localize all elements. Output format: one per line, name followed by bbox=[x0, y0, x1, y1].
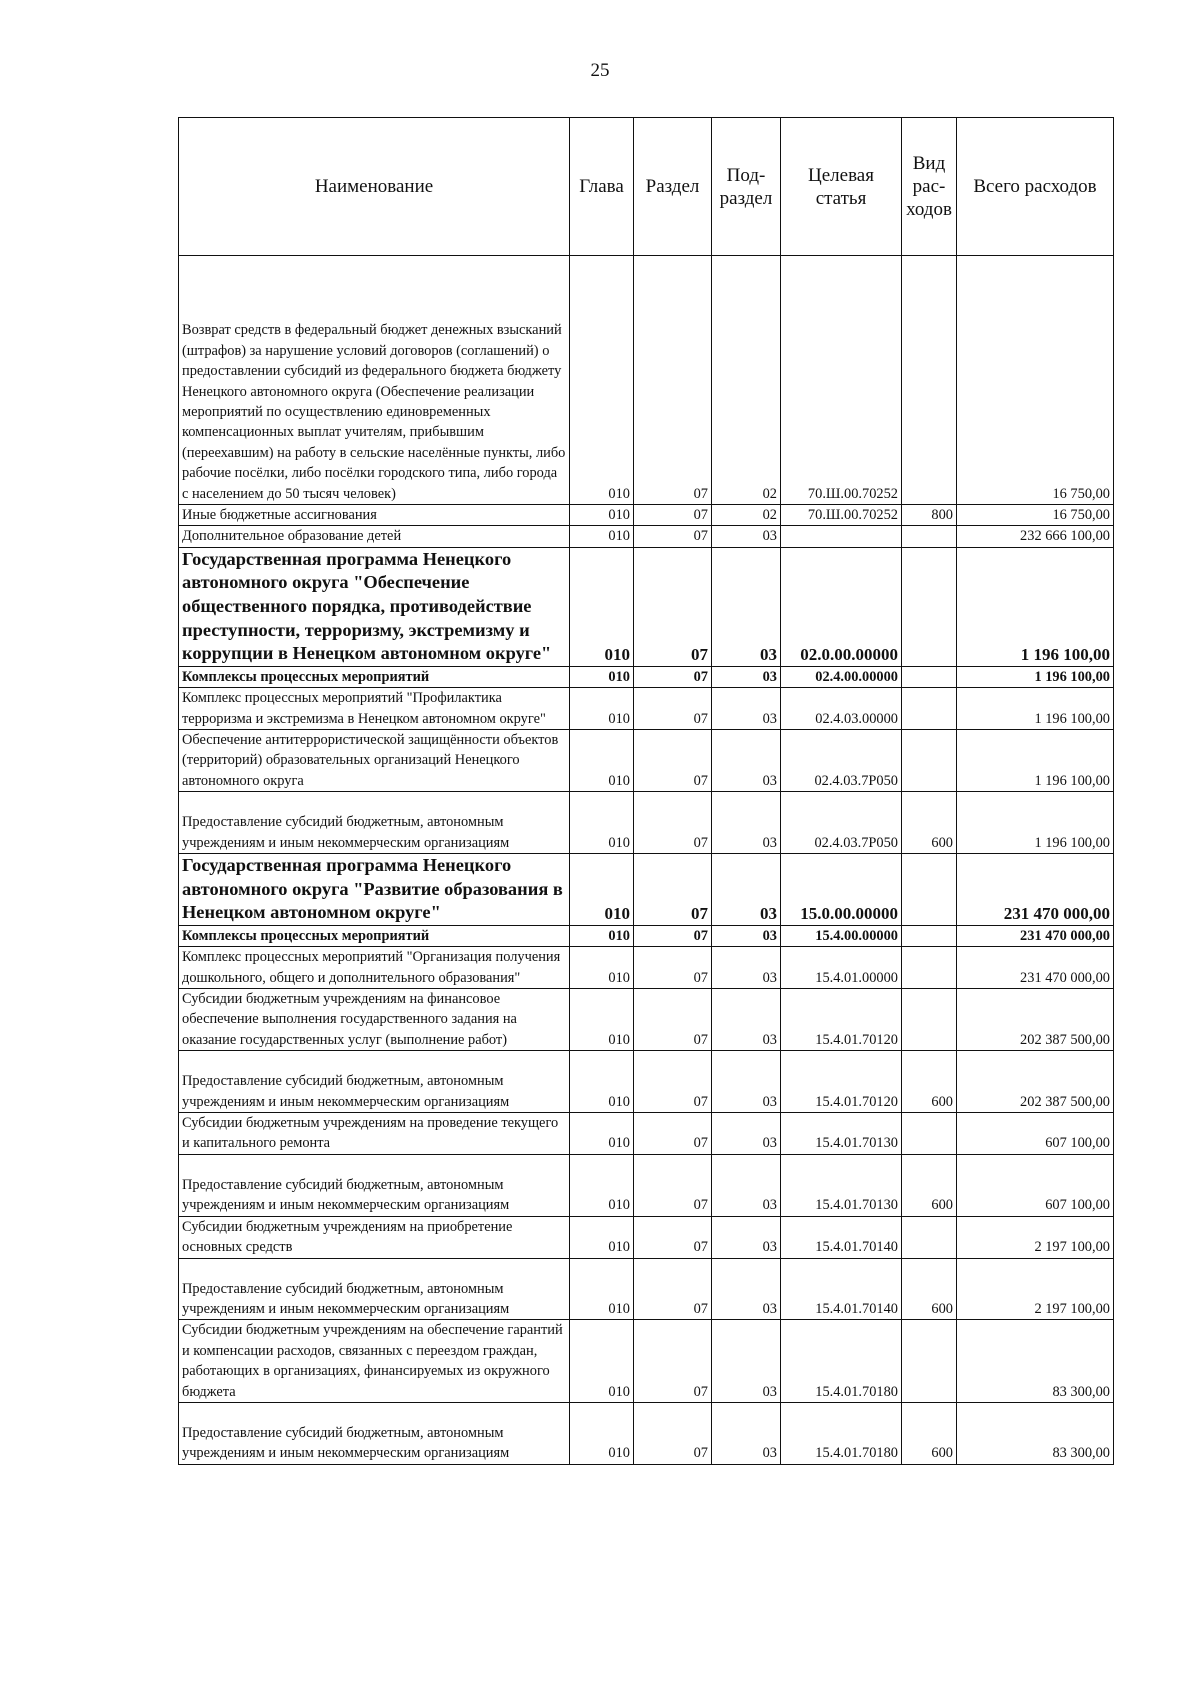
row-razdel: 07 bbox=[634, 1216, 712, 1258]
row-glava: 010 bbox=[570, 925, 634, 946]
table-row bbox=[179, 547, 1114, 666]
row-name: Предоставление субсидий бюджетным, автономным учреждениям и иным некоммерческим организациям bbox=[179, 1402, 570, 1464]
row-vid bbox=[902, 256, 957, 505]
row-razdel: 07 bbox=[634, 925, 712, 946]
table-header-row bbox=[179, 118, 1114, 256]
row-razdel: 07 bbox=[634, 947, 712, 989]
header-glava: Глава bbox=[570, 118, 634, 256]
row-total: 231 470 000,00 bbox=[957, 925, 1114, 946]
row-statya bbox=[781, 526, 902, 547]
row-total: 83 300,00 bbox=[957, 1320, 1114, 1403]
row-podrazdel: 03 bbox=[712, 1154, 781, 1216]
row-total: 232 666 100,00 bbox=[957, 526, 1114, 547]
row-glava: 010 bbox=[570, 1154, 634, 1216]
row-podrazdel: 03 bbox=[712, 1402, 781, 1464]
row-glava: 010 bbox=[570, 688, 634, 730]
header-podrazdel: Под-раздел bbox=[712, 118, 781, 256]
row-vid bbox=[902, 947, 957, 989]
row-podrazdel: 03 bbox=[712, 947, 781, 989]
row-razdel: 07 bbox=[634, 854, 712, 926]
row-name: Комплексы процессных мероприятий bbox=[179, 925, 570, 946]
row-podrazdel: 02 bbox=[712, 505, 781, 526]
row-statya: 15.4.01.70180 bbox=[781, 1402, 902, 1464]
row-statya: 15.4.01.70130 bbox=[781, 1154, 902, 1216]
row-razdel: 07 bbox=[634, 1113, 712, 1155]
row-podrazdel: 03 bbox=[712, 688, 781, 730]
table-row bbox=[179, 925, 1114, 946]
row-razdel: 07 bbox=[634, 1051, 712, 1113]
page-number: 25 bbox=[590, 60, 610, 81]
table-row bbox=[179, 256, 1114, 505]
row-podrazdel: 03 bbox=[712, 1216, 781, 1258]
header-name: Наименование bbox=[179, 118, 570, 256]
row-name: Субсидии бюджетным учреждениям на финансовое обеспечение выполнения государственного задания на оказание государственных услуг (выполнение работ) bbox=[179, 989, 570, 1051]
row-name: Комплекс процессных мероприятий "Профилактика терроризма и экстремизма в Ненецком автономном округе" bbox=[179, 688, 570, 730]
row-statya: 02.4.03.7Р050 bbox=[781, 792, 902, 854]
row-vid: 600 bbox=[902, 1051, 957, 1113]
row-total: 202 387 500,00 bbox=[957, 989, 1114, 1051]
row-name: Дополнительное образование детей bbox=[179, 526, 570, 547]
row-vid: 600 bbox=[902, 1258, 957, 1320]
row-statya: 02.4.03.00000 bbox=[781, 688, 902, 730]
row-glava: 010 bbox=[570, 1216, 634, 1258]
row-statya: 15.4.01.70120 bbox=[781, 1051, 902, 1113]
row-podrazdel: 03 bbox=[712, 1258, 781, 1320]
row-statya: 15.4.01.70130 bbox=[781, 1113, 902, 1155]
row-statya: 02.4.00.00000 bbox=[781, 666, 902, 687]
table-row bbox=[179, 989, 1114, 1051]
row-vid: 800 bbox=[902, 505, 957, 526]
row-podrazdel: 03 bbox=[712, 925, 781, 946]
row-name: Предоставление субсидий бюджетным, автономным учреждениям и иным некоммерческим организациям bbox=[179, 1051, 570, 1113]
table-row bbox=[179, 505, 1114, 526]
row-podrazdel: 03 bbox=[712, 854, 781, 926]
row-total: 2 197 100,00 bbox=[957, 1216, 1114, 1258]
row-total: 1 196 100,00 bbox=[957, 666, 1114, 687]
row-razdel: 07 bbox=[634, 792, 712, 854]
row-statya: 15.4.01.70140 bbox=[781, 1258, 902, 1320]
row-name: Предоставление субсидий бюджетным, автономным учреждениям и иным некоммерческим организациям bbox=[179, 1258, 570, 1320]
row-podrazdel: 03 bbox=[712, 1320, 781, 1403]
row-glava: 010 bbox=[570, 1051, 634, 1113]
row-razdel: 07 bbox=[634, 688, 712, 730]
row-glava: 010 bbox=[570, 547, 634, 666]
row-name: Государственная программа Ненецкого автономного округа "Развитие образования в Ненецком автономном округе" bbox=[179, 854, 570, 926]
row-glava: 010 bbox=[570, 947, 634, 989]
row-glava: 010 bbox=[570, 505, 634, 526]
row-glava: 010 bbox=[570, 989, 634, 1051]
row-podrazdel: 03 bbox=[712, 1113, 781, 1155]
row-total: 16 750,00 bbox=[957, 505, 1114, 526]
budget-table bbox=[178, 117, 1114, 1465]
row-vid bbox=[902, 1113, 957, 1155]
row-razdel: 07 bbox=[634, 256, 712, 505]
table-row bbox=[179, 1051, 1114, 1113]
header-total: Всего расходов bbox=[957, 118, 1114, 256]
table-row bbox=[179, 1402, 1114, 1464]
row-razdel: 07 bbox=[634, 989, 712, 1051]
row-statya: 15.0.00.00000 bbox=[781, 854, 902, 926]
row-statya: 02.0.00.00000 bbox=[781, 547, 902, 666]
table-row bbox=[179, 526, 1114, 547]
row-glava: 010 bbox=[570, 1113, 634, 1155]
row-podrazdel: 03 bbox=[712, 730, 781, 792]
row-glava: 010 bbox=[570, 1320, 634, 1403]
row-podrazdel: 03 bbox=[712, 1051, 781, 1113]
row-glava: 010 bbox=[570, 666, 634, 687]
row-vid: 600 bbox=[902, 1154, 957, 1216]
row-statya: 15.4.01.70120 bbox=[781, 989, 902, 1051]
header-vid: Вид рас-ходов bbox=[902, 118, 957, 256]
row-total: 231 470 000,00 bbox=[957, 854, 1114, 926]
table-row bbox=[179, 666, 1114, 687]
row-total: 1 196 100,00 bbox=[957, 547, 1114, 666]
table-row bbox=[179, 1320, 1114, 1403]
row-vid bbox=[902, 854, 957, 926]
row-total: 1 196 100,00 bbox=[957, 792, 1114, 854]
row-razdel: 07 bbox=[634, 1402, 712, 1464]
row-razdel: 07 bbox=[634, 1258, 712, 1320]
row-name: Государственная программа Ненецкого автономного округа "Обеспечение общественного порядка, противодействие преступности, терроризму, экстремизму и коррупции в Ненецком автономном округе" bbox=[179, 547, 570, 666]
row-name: Субсидии бюджетным учреждениям на обеспечение гарантий и компенсации расходов, связанных с переездом граждан, работающих в организациях, финансируемых из окружного бюджета bbox=[179, 1320, 570, 1403]
row-podrazdel: 02 bbox=[712, 256, 781, 505]
row-statya: 70.Ш.00.70252 bbox=[781, 256, 902, 505]
row-razdel: 07 bbox=[634, 1154, 712, 1216]
row-total: 231 470 000,00 bbox=[957, 947, 1114, 989]
row-name: Иные бюджетные ассигнования bbox=[179, 505, 570, 526]
row-glava: 010 bbox=[570, 526, 634, 547]
row-podrazdel: 03 bbox=[712, 792, 781, 854]
row-name: Субсидии бюджетным учреждениям на приобретение основных средств bbox=[179, 1216, 570, 1258]
row-vid bbox=[902, 925, 957, 946]
row-name: Комплекс процессных мероприятий "Организация получения дошкольного, общего и дополнительного образования" bbox=[179, 947, 570, 989]
row-total: 202 387 500,00 bbox=[957, 1051, 1114, 1113]
row-name: Предоставление субсидий бюджетным, автономным учреждениям и иным некоммерческим организациям bbox=[179, 1154, 570, 1216]
row-total: 1 196 100,00 bbox=[957, 730, 1114, 792]
row-glava: 010 bbox=[570, 730, 634, 792]
row-razdel: 07 bbox=[634, 526, 712, 547]
row-podrazdel: 03 bbox=[712, 989, 781, 1051]
row-glava: 010 bbox=[570, 256, 634, 505]
header-razdel: Раздел bbox=[634, 118, 712, 256]
table-row bbox=[179, 1154, 1114, 1216]
table-row bbox=[179, 1113, 1114, 1155]
row-vid bbox=[902, 666, 957, 687]
row-vid bbox=[902, 1320, 957, 1403]
table-row bbox=[179, 1216, 1114, 1258]
row-razdel: 07 bbox=[634, 666, 712, 687]
row-statya: 70.Ш.00.70252 bbox=[781, 505, 902, 526]
table-row bbox=[179, 1258, 1114, 1320]
row-total: 83 300,00 bbox=[957, 1402, 1114, 1464]
row-total: 1 196 100,00 bbox=[957, 688, 1114, 730]
table-row bbox=[179, 947, 1114, 989]
row-statya: 02.4.03.7Р050 bbox=[781, 730, 902, 792]
row-podrazdel: 03 bbox=[712, 526, 781, 547]
table-row bbox=[179, 792, 1114, 854]
row-vid: 600 bbox=[902, 1402, 957, 1464]
row-podrazdel: 03 bbox=[712, 666, 781, 687]
row-total: 607 100,00 bbox=[957, 1113, 1114, 1155]
row-razdel: 07 bbox=[634, 730, 712, 792]
row-razdel: 07 bbox=[634, 505, 712, 526]
row-total: 2 197 100,00 bbox=[957, 1258, 1114, 1320]
row-glava: 010 bbox=[570, 1258, 634, 1320]
row-statya: 15.4.01.70140 bbox=[781, 1216, 902, 1258]
row-glava: 010 bbox=[570, 1402, 634, 1464]
row-vid bbox=[902, 989, 957, 1051]
row-statya: 15.4.00.00000 bbox=[781, 925, 902, 946]
row-total: 16 750,00 bbox=[957, 256, 1114, 505]
row-statya: 15.4.01.70180 bbox=[781, 1320, 902, 1403]
row-name: Комплексы процессных мероприятий bbox=[179, 666, 570, 687]
table-row bbox=[179, 688, 1114, 730]
row-podrazdel: 03 bbox=[712, 547, 781, 666]
row-name: Предоставление субсидий бюджетным, автономным учреждениям и иным некоммерческим организациям bbox=[179, 792, 570, 854]
row-name: Обеспечение антитеррористической защищённости объектов (территорий) образовательных организаций Ненецкого автономного округа bbox=[179, 730, 570, 792]
row-razdel: 07 bbox=[634, 547, 712, 666]
header-statya: Целевая статья bbox=[781, 118, 902, 256]
row-name: Субсидии бюджетным учреждениям на проведение текущего и капитального ремонта bbox=[179, 1113, 570, 1155]
row-vid bbox=[902, 1216, 957, 1258]
row-vid: 600 bbox=[902, 792, 957, 854]
row-vid bbox=[902, 547, 957, 666]
row-glava: 010 bbox=[570, 792, 634, 854]
row-vid bbox=[902, 688, 957, 730]
row-vid bbox=[902, 526, 957, 547]
row-statya: 15.4.01.00000 bbox=[781, 947, 902, 989]
table-row bbox=[179, 854, 1114, 926]
row-razdel: 07 bbox=[634, 1320, 712, 1403]
row-glava: 010 bbox=[570, 854, 634, 926]
table-row bbox=[179, 730, 1114, 792]
row-name: Возврат средств в федеральный бюджет денежных взысканий (штрафов) за нарушение условий договоров (соглашений) о предоставлении субсидий из федерального бюджета бюджету Ненецкого автономного округа (Обеспечение реализации мероприятий по осуществлению единовременных компенсационных выплат учителям, прибывшим (переехавшим) на работу в сельские населённые пункты, либо рабочие посёлки, либо посёлки городского типа, либо города с населением до 50 тысяч человек) bbox=[179, 256, 570, 505]
row-vid bbox=[902, 730, 957, 792]
row-total: 607 100,00 bbox=[957, 1154, 1114, 1216]
